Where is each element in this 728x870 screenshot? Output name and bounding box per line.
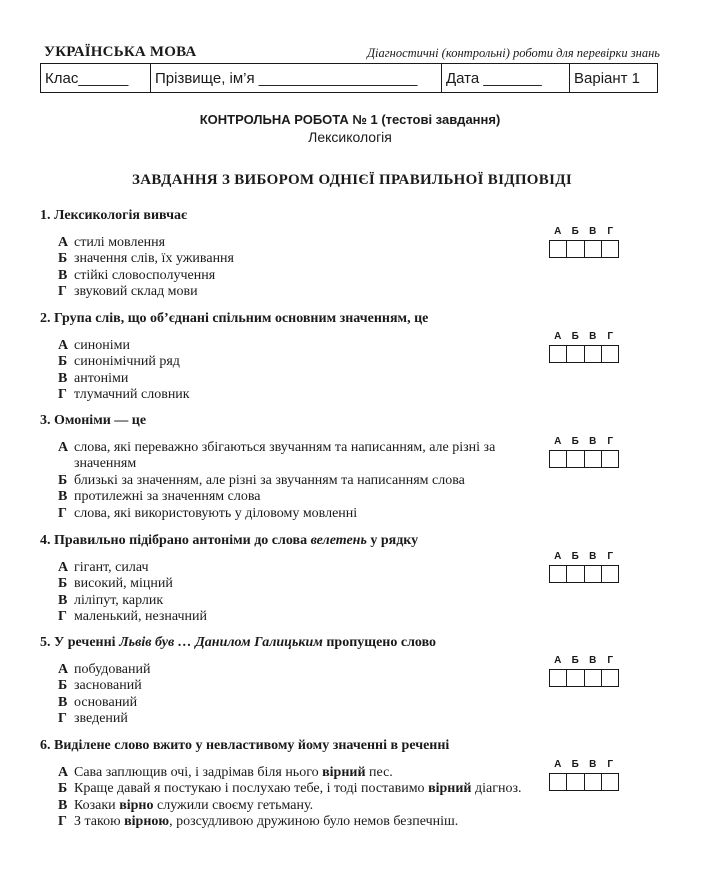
option-text: оснoваний xyxy=(74,694,138,710)
answer-box-g[interactable] xyxy=(602,670,618,686)
answer-box-a[interactable] xyxy=(550,346,567,362)
answer-grid-1 xyxy=(549,226,619,258)
option-letter: А xyxy=(58,338,69,353)
answer-box-b[interactable] xyxy=(567,451,584,467)
grid-letter: А xyxy=(554,655,562,666)
name-field[interactable]: Прізвище, ім’я ___________________ xyxy=(151,64,442,92)
answer-grid-3 xyxy=(549,436,619,468)
question-text-end: пропущено слово xyxy=(322,635,437,650)
class-field[interactable]: Клас______ xyxy=(41,64,151,92)
option-letter: Г xyxy=(58,284,67,300)
grid-letter: Б xyxy=(571,226,579,237)
question-text xyxy=(40,532,670,549)
highlighted-word: вірно xyxy=(119,797,154,813)
option-letter: В xyxy=(58,489,68,505)
option-letter: Г xyxy=(58,387,67,403)
option xyxy=(40,593,670,609)
student-info-table xyxy=(40,63,658,93)
option-text: маленький, незначний xyxy=(74,609,208,625)
answer-box-v[interactable] xyxy=(585,241,602,257)
option-text: побудований xyxy=(74,662,151,677)
answer-grid-4 xyxy=(549,551,619,583)
answer-box-a[interactable] xyxy=(550,670,567,686)
option xyxy=(40,711,670,727)
option-text xyxy=(74,798,552,814)
answer-box-a[interactable] xyxy=(550,566,567,582)
option-letter: В xyxy=(58,370,68,386)
option-letter: В xyxy=(58,592,68,608)
question-text-start: 4. Правильно підібрано антоніми до слова xyxy=(40,533,311,548)
option-text: високий, міцний xyxy=(74,576,173,592)
option-letter: А xyxy=(58,765,69,780)
grid-letter: Г xyxy=(607,551,614,562)
answer-box-b[interactable] xyxy=(567,774,584,790)
grid-letter: А xyxy=(554,759,562,770)
grid-letter: Г xyxy=(607,655,614,666)
grid-letter: А xyxy=(554,331,562,342)
work-topic: Лексикологія xyxy=(308,129,392,145)
answer-box-g[interactable] xyxy=(602,451,618,467)
option-text: ліліпут, карлик xyxy=(74,592,164,608)
option xyxy=(40,609,670,625)
option-text-start: Краще давай я постукаю і послухаю тебе, і тоді поставимо xyxy=(74,781,429,797)
option xyxy=(40,695,670,711)
answer-box-a[interactable] xyxy=(550,241,567,257)
grid-letter: А xyxy=(554,551,562,562)
grid-letter: В xyxy=(589,331,597,342)
question-text xyxy=(40,634,670,651)
grid-letter: Г xyxy=(607,759,614,770)
option xyxy=(40,814,670,830)
option-letter: Г xyxy=(58,505,67,521)
option-text xyxy=(74,781,552,797)
answer-box-v[interactable] xyxy=(585,774,602,790)
option-text xyxy=(74,814,552,830)
option xyxy=(40,371,670,387)
option-text: синоніми xyxy=(74,338,130,353)
option-letter: Г xyxy=(58,609,67,625)
question-sentence: Львів був … Данилом Галицьким xyxy=(119,635,323,650)
date-field[interactable]: Дата _______ xyxy=(442,64,570,92)
option-text-end: служили своєму гетьману. xyxy=(153,797,314,813)
option-text: антоніми xyxy=(74,370,129,386)
answer-box-v[interactable] xyxy=(585,566,602,582)
option-letter: А xyxy=(58,560,69,575)
option-letter: Б xyxy=(58,576,68,592)
question-text: 3. Омоніми — це xyxy=(40,413,147,428)
answer-grid-2 xyxy=(549,331,619,363)
option-letter: В xyxy=(58,694,68,710)
option-text xyxy=(74,765,552,781)
grid-letter: Б xyxy=(571,331,579,342)
highlighted-word: вірний xyxy=(322,765,366,780)
answer-box-v[interactable] xyxy=(585,346,602,362)
option-letter: Г xyxy=(58,814,67,830)
grid-letter: В xyxy=(589,759,597,770)
option-letter: Б xyxy=(58,472,68,488)
grid-letter: В xyxy=(589,551,597,562)
option-text-end: пес. xyxy=(365,765,393,780)
option xyxy=(40,798,670,814)
question-keyword: велетень xyxy=(310,533,367,548)
question-text: 1. Лексикологія вивчає xyxy=(40,208,188,223)
option-text: зведений xyxy=(74,711,128,727)
answer-box-a[interactable] xyxy=(550,774,567,790)
question-text: 2. Група слів, що об’єднані спільним основним значенням, це xyxy=(40,311,429,326)
answer-grid-5 xyxy=(549,655,619,687)
option-letter: А xyxy=(58,662,69,677)
option-text: протилежні за значенням слова xyxy=(74,489,261,505)
answer-box-b[interactable] xyxy=(567,346,584,362)
option-text: гігант, силач xyxy=(74,560,149,575)
grid-letter: Б xyxy=(571,436,579,447)
highlighted-word: вірний xyxy=(428,781,472,797)
option-letter: Г xyxy=(58,711,67,727)
page-header xyxy=(44,44,660,62)
answer-box-v[interactable] xyxy=(585,670,602,686)
question-text-end: у рядку xyxy=(366,533,419,548)
grid-letter: Б xyxy=(571,655,579,666)
grid-letter: Г xyxy=(607,226,614,237)
option-text: стійкі словосполучення xyxy=(74,267,216,283)
option-text-start: Сава заплющив очі, і задрімав біля нього xyxy=(74,765,323,780)
option-letter: Б xyxy=(58,251,68,267)
highlighted-word: вірною xyxy=(124,814,170,830)
grid-letter: Г xyxy=(607,436,614,447)
option-letter: А xyxy=(58,235,69,250)
answer-box-v[interactable] xyxy=(585,451,602,467)
grid-letter: Б xyxy=(571,759,579,770)
option-letter: А xyxy=(58,440,69,455)
answer-box-b[interactable] xyxy=(567,241,584,257)
option-letter: В xyxy=(58,797,68,813)
option-letter: Б xyxy=(58,678,68,694)
section-heading: ЗАВДАННЯ З ВИБОРОМ ОДНІЄЇ ПРАВИЛЬНОЇ ВІДПОВІДІ xyxy=(132,172,572,188)
option-text: слова, які переважно збігаються звучанням та написанням, але різні за значенням xyxy=(74,440,496,472)
grid-letter: Б xyxy=(571,551,579,562)
question-text-start: 5. У реченні xyxy=(40,635,120,650)
option-text: значення слів, їх уживання xyxy=(74,251,234,267)
subject-title: УКРАЇНСЬКА МОВА xyxy=(44,44,197,60)
grid-letter: А xyxy=(554,226,562,237)
option-letter: Б xyxy=(58,781,68,797)
option xyxy=(40,268,670,284)
option-text: стилі мовлення xyxy=(74,235,166,250)
option-text: звуковий склад мови xyxy=(74,284,198,300)
work-title: КОНТРОЛЬНА РОБОТА № 1 (тестові завдання) xyxy=(199,112,501,127)
option-text: слова, які використовують у діловому мовленні xyxy=(74,505,358,521)
variant-label: Варіант 1 xyxy=(574,69,641,87)
answer-box-g[interactable] xyxy=(602,774,618,790)
option-text-end: , розсудливою дружиною було немов безпечніш. xyxy=(169,814,459,830)
option xyxy=(40,489,670,505)
answer-box-g[interactable] xyxy=(602,346,618,362)
answer-box-g[interactable] xyxy=(602,241,618,257)
option-text: близькі за значенням, але різні за звучанням та написанням слова xyxy=(74,472,465,488)
grid-letter: В xyxy=(589,655,597,666)
series-title: Діагностичні (контрольні) роботи для перевірки знань xyxy=(367,46,660,60)
option-text-start: Козаки xyxy=(74,797,120,813)
option xyxy=(40,506,670,522)
option-text: засновaний xyxy=(74,678,142,694)
option xyxy=(40,387,670,403)
grid-letter: В xyxy=(589,226,597,237)
grid-letter: Г xyxy=(607,331,614,342)
answer-grid-6 xyxy=(549,759,619,791)
answer-box-b[interactable] xyxy=(567,670,584,686)
answer-box-a[interactable] xyxy=(550,451,567,467)
answer-box-b[interactable] xyxy=(567,566,584,582)
grid-letter: В xyxy=(589,436,597,447)
option-text-end: діагноз. xyxy=(471,781,522,797)
question-text: 6. Виділене слово вжито у невластивому йому значенні в реченні xyxy=(40,738,450,753)
answer-box-g[interactable] xyxy=(602,566,618,582)
option-text-start: З такою xyxy=(74,814,125,830)
option xyxy=(40,473,670,489)
option xyxy=(40,284,670,300)
option-letter: В xyxy=(58,267,68,283)
option-text: синонімічний ряд xyxy=(74,354,180,370)
option-text: тлумачний словник xyxy=(74,387,190,403)
option-letter: Б xyxy=(58,354,68,370)
grid-letter: А xyxy=(554,436,562,447)
